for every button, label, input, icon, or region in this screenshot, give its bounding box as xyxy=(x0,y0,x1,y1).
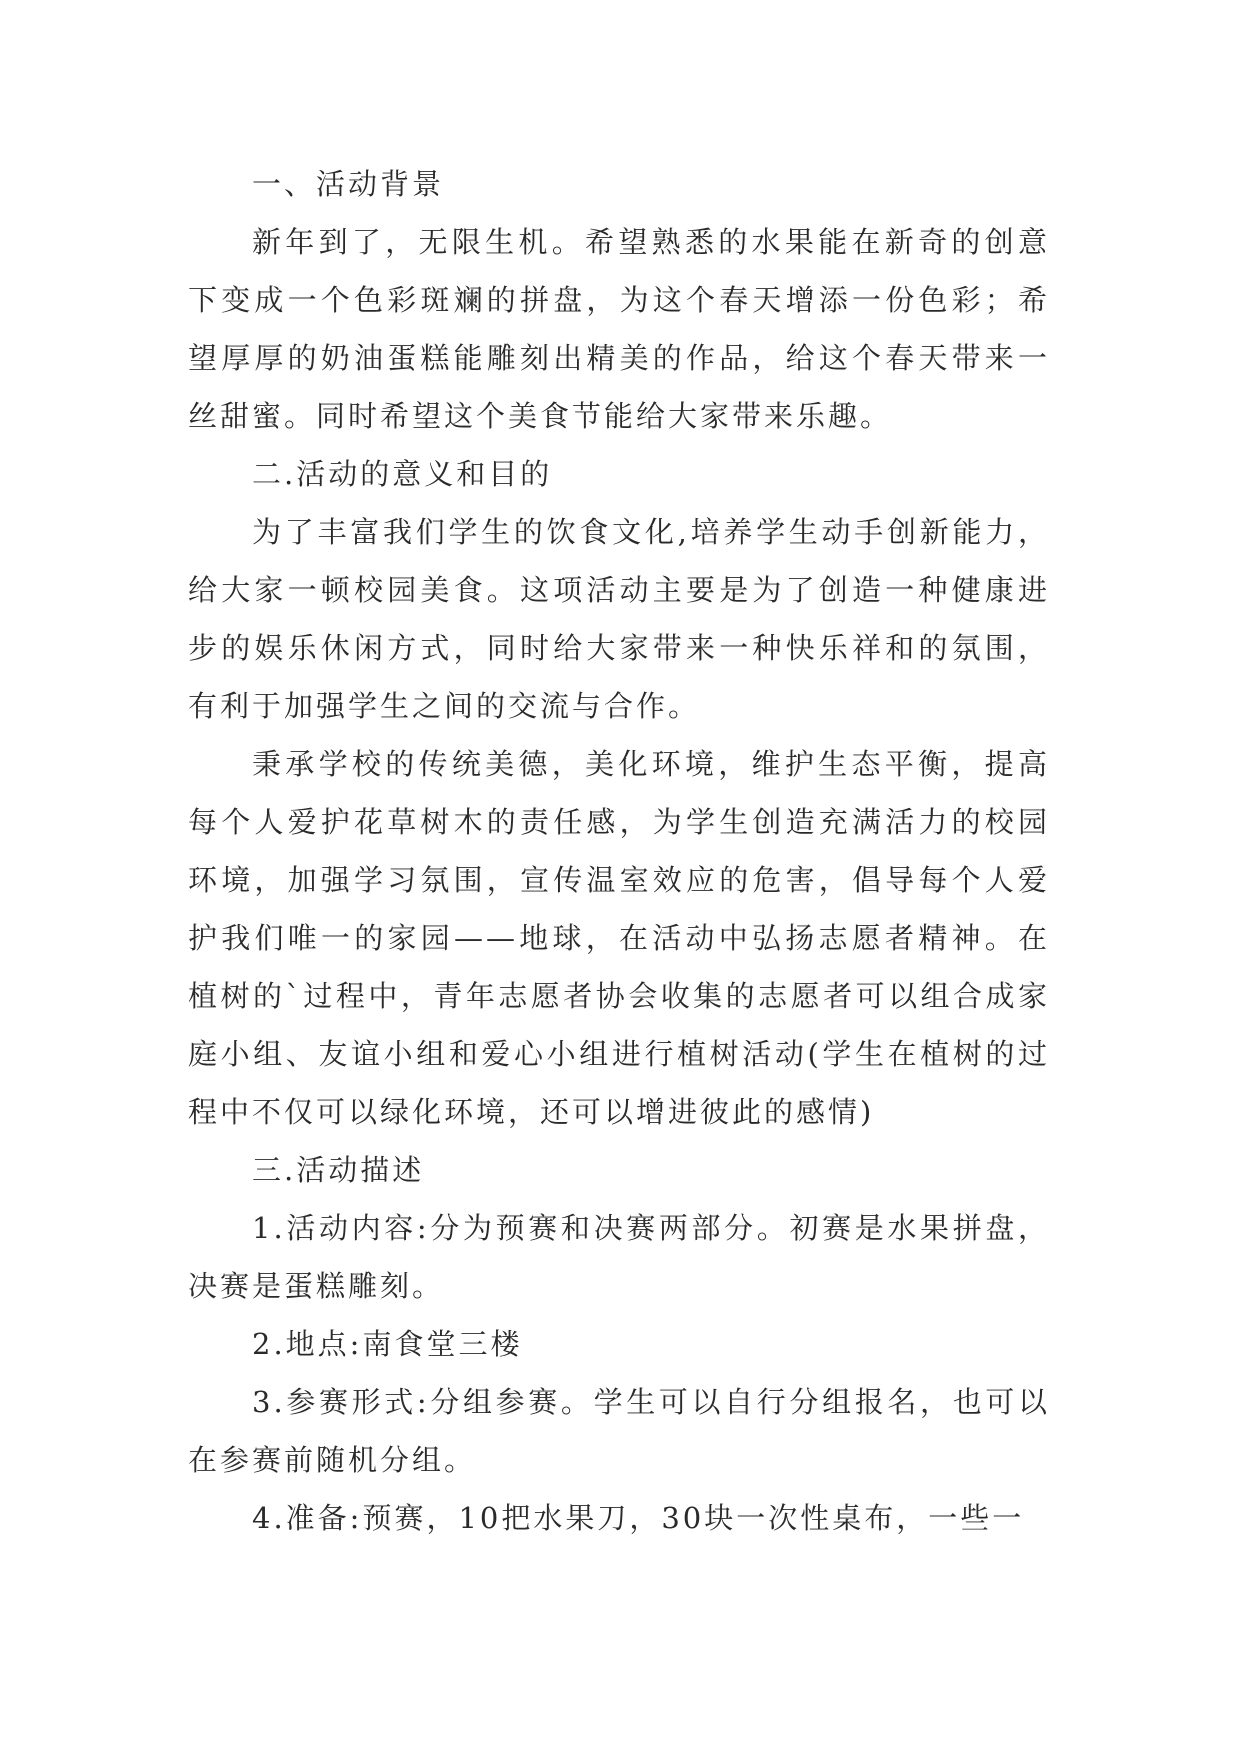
list-item-content: 1.活动内容:分为预赛和决赛两部分。初赛是水果拼盘，决赛是蛋糕雕刻。 xyxy=(188,1211,1050,1303)
list-item-location: 2.地点:南食堂三楼 xyxy=(252,1327,523,1361)
paragraph-purpose-text: 为了丰富我们学生的饮食文化,培养学生动手创新能力，给大家一顿校园美食。这项活动主要是为了创造一种健康进步的娱乐休闲方式，同时给大家带来一种快乐祥和的氛围，有利于加强学生之间的交流与合作。 xyxy=(188,515,1050,723)
list-item-format: 3.参赛形式:分组参赛。学生可以自行分组报名，也可以在参赛前随机分组。 xyxy=(188,1385,1050,1477)
paragraph-background-text: 新年到了，无限生机。希望熟悉的水果能在新奇的创意下变成一个色彩斑斓的拼盘，为这个春天增添一份色彩；希望厚厚的奶油蛋糕能雕刻出精美的作品，给这个春天带来一丝甜蜜。同时希望这个美食节能给大家带来乐趣。 xyxy=(188,225,1050,433)
paragraph-tradition-text: 秉承学校的传统美德，美化环境，维护生态平衡，提高每个人爱护花草树木的责任感，为学生创造充满活力的校园环境，加强学习氛围，宣传温室效应的危害，倡导每个人爱护我们唯一的家园——地球，在活动中弘扬志愿者精神。在植树的`过程中，青年志愿者协会收集的志愿者可以组合成家庭小组、友谊小组和爱心小组进行植树活动(学生在植树的过程中不仅可以绿化环境，还可以增进彼此的感情) xyxy=(188,747,1050,1129)
document-body xyxy=(188,155,1050,1547)
section-heading-description: 三.活动描述 xyxy=(252,1153,425,1187)
section-heading-background: 一、活动背景 xyxy=(252,167,445,201)
section-heading-purpose: 二.活动的意义和目的 xyxy=(252,457,553,491)
list-item-preparation: 4.准备:预赛，10把水果刀，30块一次性桌布，一些一 xyxy=(252,1501,1025,1535)
